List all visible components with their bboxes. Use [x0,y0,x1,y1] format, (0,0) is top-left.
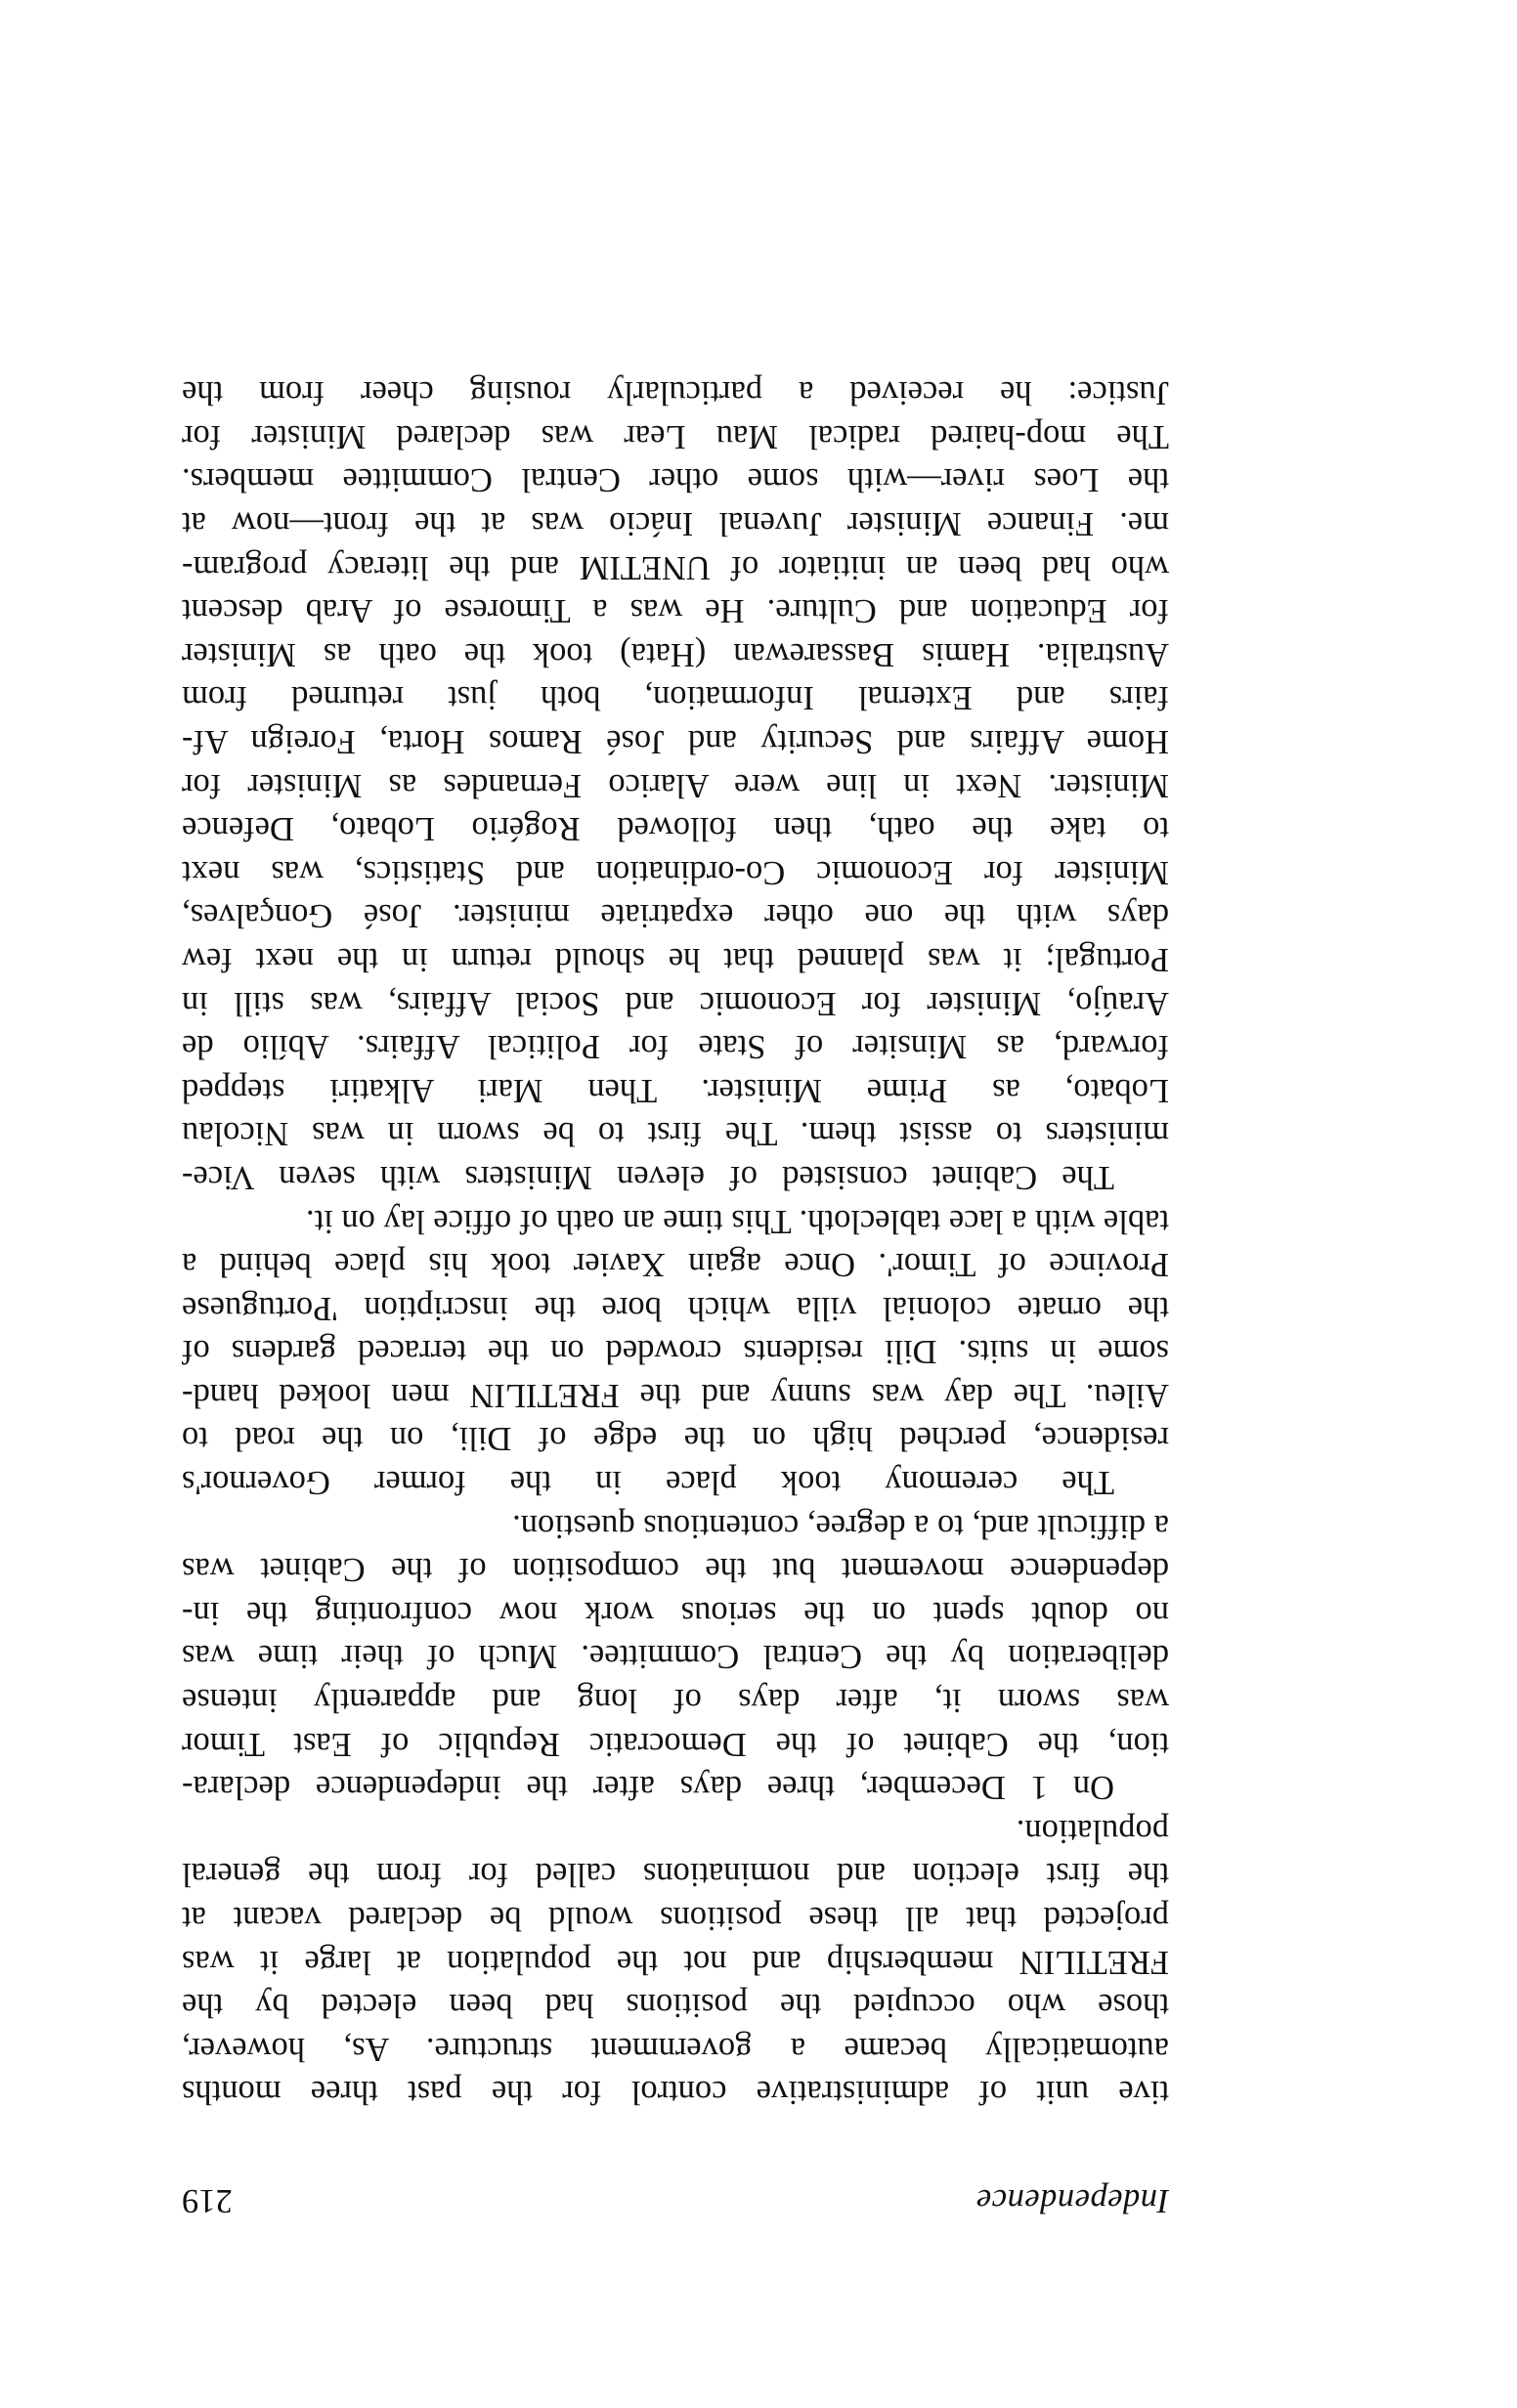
text-line: residence, perched high on the edge of Dili, on the road to [182,1420,1169,1458]
text-line: the first election and nominations called for from the general [182,1856,1169,1894]
text-line: On 1 December, three days after the independence declara- [182,1769,1114,1807]
text-line: Aileu. The day was sunny and the FRETILIN men looked hand- [182,1376,1169,1414]
text-line: Lobato, as Prime Minister. Then Mari Alkatiri stepped [182,1071,1169,1109]
text-line: ministers to assist them. The first to be sworn in was Nicolau [182,1115,1169,1153]
text-line: Araújo, Minister for Economic and Social Affairs, was still in [182,984,1169,1022]
text-line: for Education and Culture. He was a Timorese of Arab descent [182,592,1169,630]
text-line: no doubt spent on the serious work now confronting the in- [182,1594,1169,1632]
text-line: tion, the Cabinet of the Democratic Republic of East Timor [182,1725,1169,1763]
text-line: projected that all these positions would be declared vacant at [182,1900,1169,1938]
paragraph-4 [182,371,1169,1199]
text-line: The Cabinet consisted of eleven Ministers with seven Vice- [182,1158,1114,1196]
text-line: me. Finance Minister Juvenal Inácio was at the front—now at [182,505,1169,543]
text-line: to take the oath, then followed Rogério Lobato, Defence [182,810,1169,848]
paragraph-3 [182,1199,1169,1504]
text-line: Home Affairs and Security and José Ramos Horta, Foreign Af- [182,723,1169,760]
text-line: days with the one other expatriate minister. José Gonçalves, [182,897,1169,935]
text-line: table with a lace tablecloth. This time an oath of office lay on it. [306,1202,1169,1240]
text-line: a difficult and, to a degree, contentious question. [512,1507,1169,1545]
text-line: Portugal; it was planned that he should return in the next few [182,940,1169,978]
text-line: population. [1016,1812,1169,1850]
text-line: those who occupied the positions had been elected by the [182,1987,1169,2025]
text-column [182,371,1169,2222]
page-number: 219 [182,2182,233,2219]
text-line: The ceremony took place in the former Governor's [182,1464,1114,1502]
text-line: The mop-haired radical Mau Lear was declared Minister for [182,417,1169,455]
text-line: Minister for Economic Co-ordination and Statistics, was next [182,853,1169,891]
text-line: Minister. Next in line were Alarico Fernandes as Minister for [182,766,1169,804]
text-line: FRETILIN membership and not the population at large it was [182,1943,1169,1981]
paragraph-2 [182,1504,1169,1809]
running-head-title: Independence [975,2182,1169,2219]
paragraph-1 [182,1809,1169,2114]
text-line: tive unit of administrative control for the past three months [182,2074,1169,2112]
running-head [182,2178,1169,2222]
text-line: was sworn it, after days of long and apparently intense [182,1682,1169,1720]
text-line: dependence movement but the composition of the Cabinet was [182,1551,1169,1589]
text-line: the ornate colonial villa which bore the inscription 'Portuguese [182,1289,1169,1327]
text-line: who had been an initiator of UNETIM and the literacy program- [182,548,1169,586]
text-line: the Loes river—with some other Central Committee members. [182,461,1169,499]
text-line: forward, as Minsiter of State for Political Affairs. Abílio de [182,1028,1169,1066]
text-line: Justice: he received a particularly rousing cheer from the [182,374,1169,412]
text-line: automatically became a government structure. As, however, [182,2030,1169,2068]
text-line: Province of Timor'. Once again Xavier took his place behind a [182,1246,1169,1284]
text-line: fairs and External Information, both just returned from [182,679,1169,717]
text-line: Australia. Hamis Bassarewan (Hata) took the oath as Minister [182,635,1169,673]
text-line: deliberation by the Central Committee. Much of their time was [182,1638,1169,1676]
text-line: some in suits. Dili residents crowded on the terraced gardens of [182,1333,1169,1371]
